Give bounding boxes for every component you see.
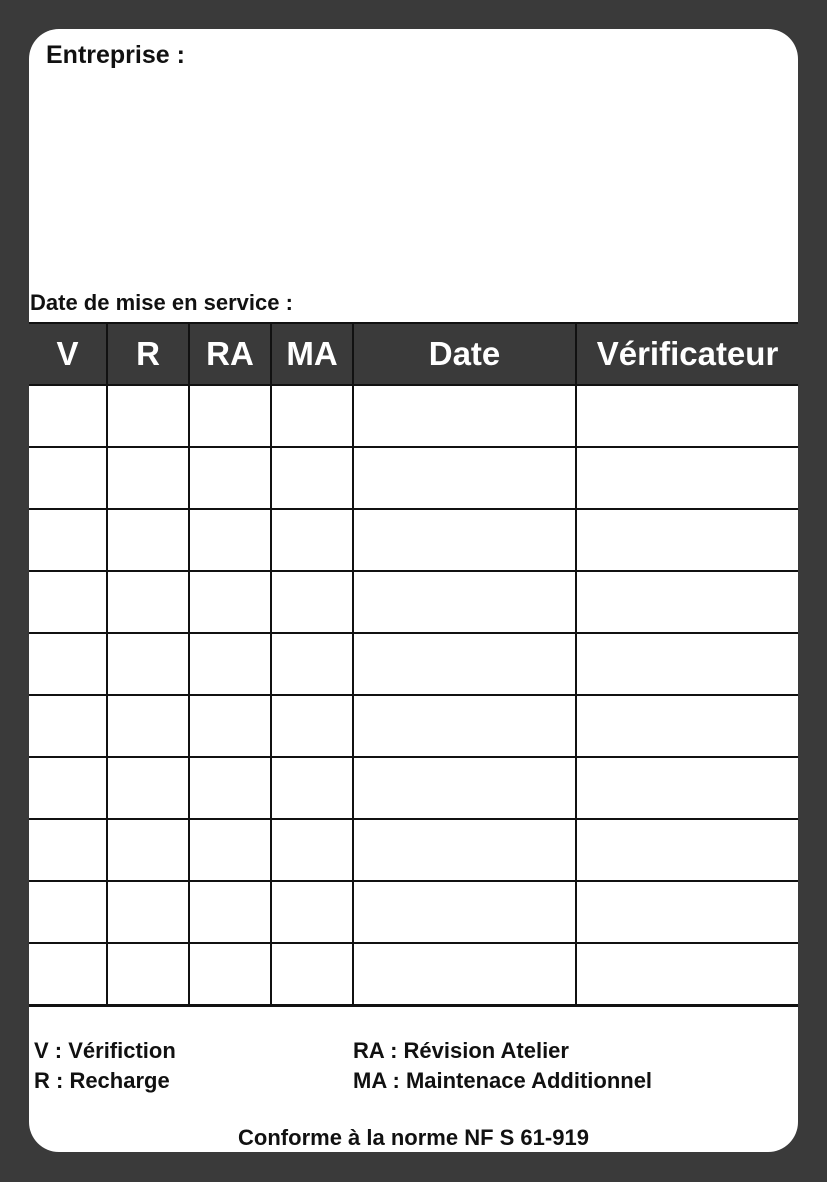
table-cell	[29, 633, 107, 695]
table-row	[29, 757, 798, 819]
table-cell	[107, 633, 189, 695]
table-row	[29, 819, 798, 881]
table-cell	[353, 757, 576, 819]
table-cell	[29, 571, 107, 633]
inspection-log-table	[29, 322, 798, 1007]
table-cell	[29, 757, 107, 819]
table-cell	[353, 385, 576, 447]
table-cell	[107, 757, 189, 819]
table-row	[29, 943, 798, 1006]
table-cell	[576, 757, 798, 819]
table-cell	[107, 385, 189, 447]
table-cell	[29, 881, 107, 943]
table-cell	[271, 571, 353, 633]
table-row	[29, 633, 798, 695]
header-date: Date	[353, 323, 576, 385]
table-cell	[271, 943, 353, 1006]
table-cell	[29, 509, 107, 571]
header-ma: MA	[271, 323, 353, 385]
table-cell	[576, 571, 798, 633]
table-cell	[189, 571, 271, 633]
table-cell	[271, 819, 353, 881]
table-cell	[576, 943, 798, 1006]
table-cell	[107, 509, 189, 571]
table-cell	[353, 943, 576, 1006]
inspection-label-card	[29, 29, 798, 1152]
table-cell	[353, 633, 576, 695]
table-cell	[576, 819, 798, 881]
table-cell	[576, 695, 798, 757]
company-label: Entreprise :	[46, 41, 185, 69]
table-cell	[29, 819, 107, 881]
header-ra: RA	[189, 323, 271, 385]
table-cell	[353, 571, 576, 633]
table-row	[29, 695, 798, 757]
table-cell	[353, 509, 576, 571]
table-cell	[107, 447, 189, 509]
header-verificateur: Vérificateur	[576, 323, 798, 385]
table-row	[29, 881, 798, 943]
table-cell	[189, 447, 271, 509]
table-cell	[353, 447, 576, 509]
header-v: V	[29, 323, 107, 385]
table-cell	[107, 819, 189, 881]
table-cell	[353, 819, 576, 881]
table-cell	[576, 509, 798, 571]
table-cell	[353, 695, 576, 757]
table-cell	[189, 757, 271, 819]
table-cell	[271, 385, 353, 447]
legend-v: V : Vérifiction	[34, 1038, 176, 1063]
table-cell	[576, 385, 798, 447]
table-cell	[576, 881, 798, 943]
table-row	[29, 447, 798, 509]
header-r: R	[107, 323, 189, 385]
table-cell	[189, 695, 271, 757]
table-cell	[576, 447, 798, 509]
table-cell	[29, 385, 107, 447]
table-cell	[29, 943, 107, 1006]
table-cell	[271, 509, 353, 571]
table-cell	[107, 571, 189, 633]
legend-r: R : Recharge	[34, 1068, 170, 1093]
table-cell	[107, 881, 189, 943]
table-cell	[29, 447, 107, 509]
table-cell	[271, 881, 353, 943]
table-cell	[189, 633, 271, 695]
table-cell	[271, 447, 353, 509]
table-cell	[107, 943, 189, 1006]
table-cell	[189, 881, 271, 943]
table-row	[29, 385, 798, 447]
table-cell	[29, 695, 107, 757]
table-cell	[271, 757, 353, 819]
table-cell	[271, 633, 353, 695]
table-cell	[189, 943, 271, 1006]
table-cell	[576, 633, 798, 695]
table-cell	[189, 385, 271, 447]
table-cell	[271, 695, 353, 757]
norm-footer: Conforme à la norme NF S 61-919	[238, 1125, 589, 1150]
table-cell	[353, 881, 576, 943]
table-cell	[107, 695, 189, 757]
table-header-row	[29, 323, 798, 385]
legend-ma: MA : Maintenace Additionnel	[353, 1068, 653, 1093]
table-row	[29, 571, 798, 633]
service-date-label: Date de mise en service :	[30, 290, 293, 315]
table-cell	[189, 509, 271, 571]
table-body	[29, 385, 798, 1006]
table-cell	[189, 819, 271, 881]
table-row	[29, 509, 798, 571]
legend-ra: RA : Révision Atelier	[353, 1038, 569, 1063]
